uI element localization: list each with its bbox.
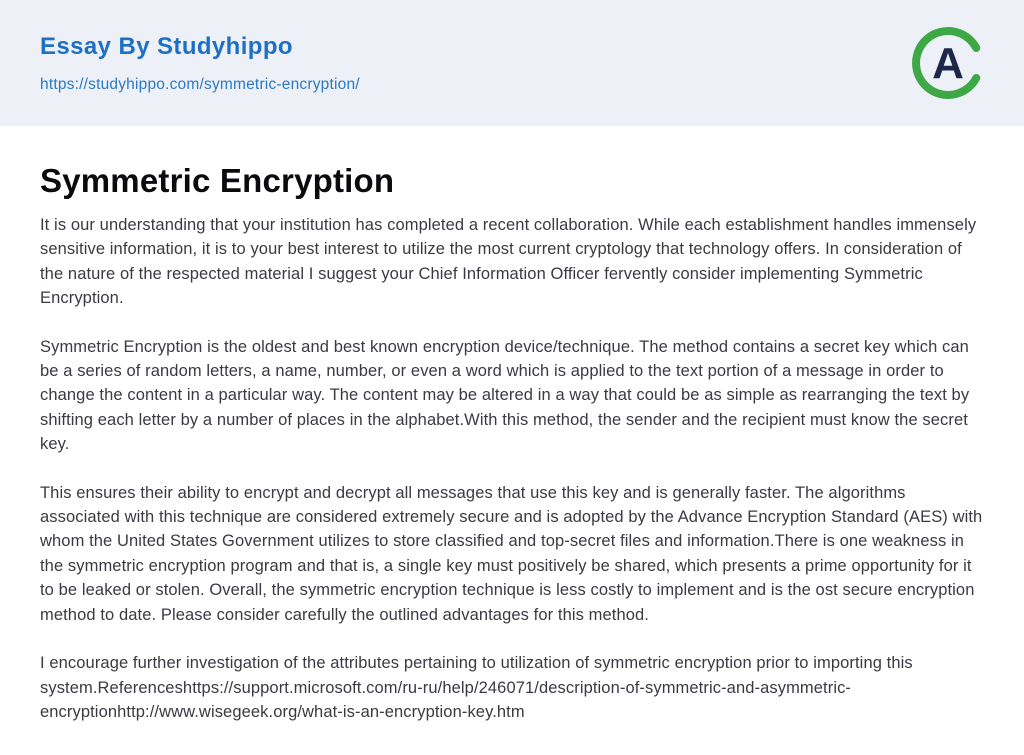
header-text-block xyxy=(40,33,360,94)
article-paragraph-intro: It is our understanding that your institution has completed a recent collaboration. While each establishment handles immensely sensitive information, it is to your best interest to utilize the most current cryptology that technology offers. In consideration of the nature of the respected material I suggest your Chief Information Officer fervently consider implementing Symmetric Encryption. xyxy=(40,216,977,308)
site-title: Essay By Studyhippo xyxy=(40,32,293,60)
source-url-link[interactable]: https://studyhippo.com/symmetric-encryption/ xyxy=(40,75,360,93)
logo-letter: A xyxy=(932,39,964,88)
logo-a-icon xyxy=(910,25,986,101)
article-paragraph-definition: Symmetric Encryption is the oldest and best known encryption device/technique. The method contains a secret key which can be a series of random letters, a name, number, or even a word which is applied to the text portion of a message in order to change the content in a particular way. The content may be altered in a way that could be as simple as rearranging the text by shifting each letter by a number of places in the alphabet.With this method, the sender and the recipient must know the secret key. xyxy=(40,337,970,454)
article-paragraph-analysis: This ensures their ability to encrypt and decrypt all messages that use this key and is generally faster. The algorithms associated with this technique are considered extremely secure and is adopted by the Advance Encryption Standard (AES) with whom the United States Government utilizes to store classified and top-secret files and information.There is one weakness in the symmetric encryption program and that is, a single key must positively be shared, which presents a prime opportunity for it to be leaked or stolen. Overall, the symmetric encryption technique is less costly to implement and is the ost secure encryption method to date. Please consider carefully the outlined advantages for this method. xyxy=(40,483,983,624)
studyhippo-logo xyxy=(910,25,986,101)
article-paragraph-references: I encourage further investigation of the attributes pertaining to utilization of symmetric encryption prior to importing this system.Referenceshttps://support.microsoft.com/ru-ru/help/246071/description-of-symmetric-and-asymmetric-encryptionhttp://www.wisegeek.org/what-is-an-encryption-key.htm xyxy=(40,654,913,721)
article-content xyxy=(0,126,1024,724)
article-title: Symmetric Encryption xyxy=(40,162,395,199)
page-header xyxy=(0,0,1024,126)
